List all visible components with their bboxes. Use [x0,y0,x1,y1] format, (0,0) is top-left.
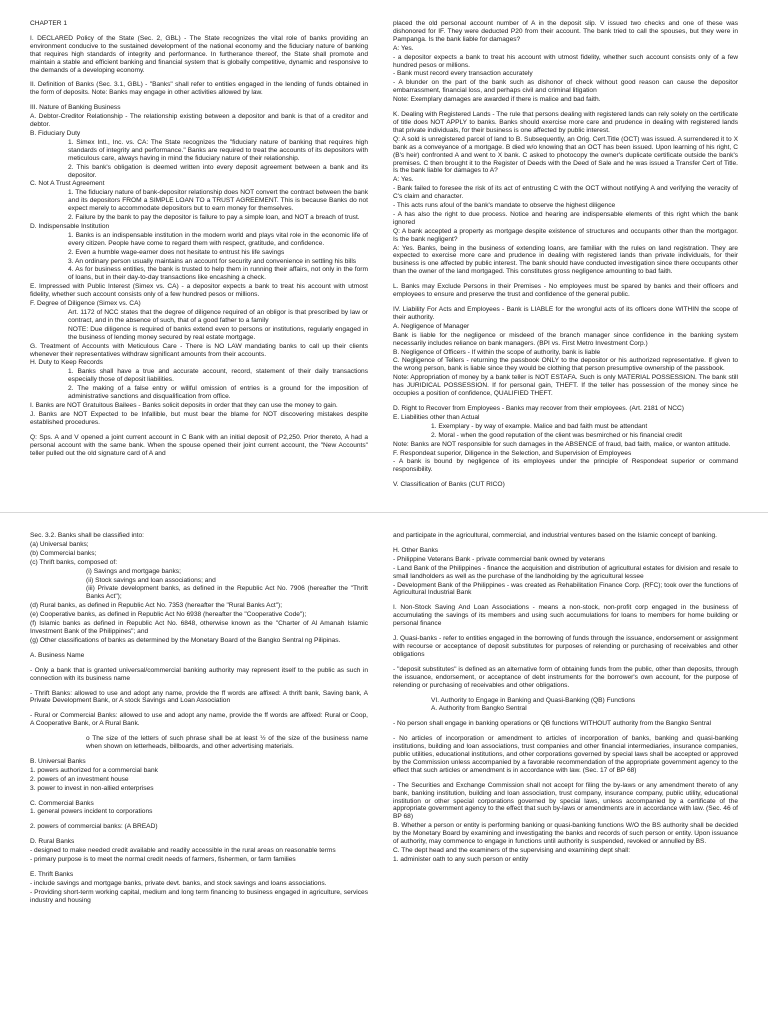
paragraph: D. Rural Banks [30,838,75,846]
paragraph: E. Impressed with Public Interest (Simex vs. CA) - a depositor expects a bank to treat his account with utmost fidelity, whether such account consists only of a few hundred pesos or millions. [30,283,368,299]
paragraph: C. The dept head and the examiners of the supervising and examining dept shall: [393,847,631,854]
paragraph: III. Nature of Banking Business [30,104,121,112]
page-2-right-column [393,532,738,1020]
paragraph: 4. As for business entities, the bank is trusted to help them in running their affairs, not only in the form of loans, but in their day-to-day transactions like encashing a check. [68,266,368,282]
page-divider [0,512,768,513]
paragraph: - Land Bank of the Philippines - finance the acquisition and distribution of agricultural estates for division and resale to small landholders as well as the purchase of the landholding by the agricultural lessee [393,564,738,580]
paragraph: - designed to make needed credit available and readily accessible in the rural areas on reasonable terms [30,847,336,855]
paragraph: 1. Exemplary - by way of example. Malice and bad faith must be attendant [431,422,648,430]
paragraph: Note: Exemplary damages are awarded if there is malice and bad faith. [393,96,601,104]
paragraph: Note: Appropriation of money by a bank teller is NOT ESTAFA. Such is only MATERIAL POSSESSION. The bank still has JURIDICAL POSSESSION. If for personal gain, THEFT. If the teller has possession of the money since he occupies a position of confidence, QUALIFIED THEFT. [393,374,738,398]
page-2-left-column [30,532,368,1020]
paragraph: I. DECLARED Policy of the State (Sec. 2, GBL) - The State recognizes the vital role of banks providing an environment conducive to the sustained development of the national economy and the fiduciary nature of banking that requires high standards of integrity and performance. In furtherance thereof, the State shall promote and maintain a stable and efficient banking and financial system that is globally competitive, dynamic and responsive to the demands of a developing economy. [30,34,368,74]
paragraph: placed the old personal account number of A in the deposit slip. V issued two checks and one of these was dishonored for IF. They were deducted P20 from their account. The bank tried to call the spouses, but they were in Pampanga. Is the bank liable for damages? [393,20,738,43]
paragraph: (i) Savings and mortgage banks; [86,567,181,575]
paragraph: - A bank is bound by negligence of its employees under the principle of Respondeat superior or command responsibility. [393,458,738,474]
paragraph: IV. Liability For Acts and Employees - Bank is LIABLE for the wrongful acts of its officers done WITHIN the scope of their authority. [393,306,738,321]
paragraph: NOTE: Due diligence is required of banks extend even to persons or institutions, regularly engaged in the business of lending money secured by real estate mortgage. [68,325,368,341]
paragraph: (d) Rural banks, as defined in Republic Act No. 7353 (hereafter the "Rural Banks Act"); [30,602,283,610]
paragraph: 2. powers of an investment house [30,775,129,783]
paragraph: J. Banks are NOT Expected to be Infallible, but must bear the blame for NOT discovering mistakes despite established procedures. [30,410,368,426]
paragraph: - include savings and mortgage banks, private devt. banks, and stock savings and loans associations. [30,879,327,887]
paragraph: 2. Moral - when the good reputation of the client was besmirched or his financial credit [431,431,683,439]
paragraph: H. Duty to Keep Records [30,359,103,367]
paragraph: - A has also the right to due process. Notice and hearing are indispensable elements of this right which the bank ignored [393,210,738,226]
paragraph: C. Commercial Banks [30,799,94,807]
paragraph: A: Yes. Banks, being in the business of extending loans, are familiar with the rules on land registration. They are expected to exercise more care and prudence in dealing with registered lands than private individuals, for their business is one affected by public interest. The bank should have conducted investigation since there occupants other than the owner of the land mortgaged. This constitutes gross negligence amounting to bad faith. [393,244,738,276]
paragraph: 2. This bank's obligation is deemed written into every deposit agreement between a bank and its depositor. [68,163,368,179]
paragraph: 3. power to invest in non-allied enterprises [30,784,154,792]
paragraph: Q: A bank accepted a property as mortgage despite existence of structures and occupants other than the mortgagor. Is the bank negligent? [393,227,738,243]
paragraph: 1. general powers incident to corporations [30,808,153,816]
paragraph: A. Authority from Bangko Sentral [431,705,527,713]
paragraph: J. Quasi-banks - refer to entities engaged in the borrowing of funds through the issuance, endorsement or assignment with recourse or acceptance of deposit substitutes for purposes of relending or purchasing of receivables and other obligations [393,635,738,658]
paragraph: F. Degree of Diligence (Simex vs. CA) [30,300,141,308]
paragraph: - Rural or Commercial Banks: allowed to use and adopt any name, provide the ff words are affixed: Rural or Coop, A Cooperative Bank, or A Rural Bank. [30,712,368,728]
paragraph: - Providing short-term working capital, medium and long term financing to business engaged in agriculture, services industry and housing [30,888,368,904]
paragraph: o The size of the letters of such phrase shall be at least ½ of the size of the business name when shown on letterheads, billboards, and other advertising materials. [86,735,368,751]
paragraph: 1. powers authorized for a commercial bank [30,766,158,774]
paragraph: L. Banks may Exclude Persons in their Premises - No employees must be spared by banks and their officers and employees to ensure and preserve the trust and confidence of the general public. [393,283,738,299]
paragraph: (e) Cooperative banks, as defined in Republic Act No 6938 (hereafter the "Cooperative Code"); [30,611,307,619]
paragraph: D. Indispensable Institution [30,222,110,230]
paragraph: K. Dealing with Registered Lands - The rule that persons dealing with registered lands can rely solely on the certificate of title does NOT APPLY to banks. Banks should exercise more care and prudence in dealing with registered lands that private individuals, for their business is one affected by public interest. [393,111,738,134]
paragraph: G. Treatment of Accounts with Meticulous Care - There is NO LAW mandating banks to call up their clients whenever their representatives withdraw significant amounts from their accounts. [30,342,368,358]
paragraph: - Only a bank that is granted universal/commercial banking authority may represent itself to the public as such in connection with its business name [30,666,368,682]
paragraph: - a depositor expects a bank to treat his account with utmost fidelity, whether such account consists only of a few hundred pesos or millions. [393,53,738,69]
paragraph: Q: Sps. A and V opened a joint current account in C Bank with an initial deposit of P2,250. Prior thereto, A had a personal account with the same bank. When the spouse opened their joint current account, the "New Accounts" teller pulled out the old signature card of A and [30,433,368,457]
paragraph: 1. Banks shall have a true and accurate account, record, statement of their daily transactions especially those of deposit liabilities. [68,368,368,384]
paragraph: - "deposit substitutes" is defined as an alternative form of obtaining funds from the public, other than deposits, through the issuance, endorsement, or acceptance of debt instruments for the borrower's own account, for the purpose of relending or purchasing of receivables and other obligations. [393,665,738,689]
paragraph: and participate in the agricultural, commercial, and industrial ventures based on the Islamic concept of banking. [393,532,718,539]
paragraph: F. Respondeat superior, Diligence in the Selection, and Supervision of Employees [393,449,632,457]
paragraph: C. Not A Trust Agreement [30,180,105,188]
page-1-left-column [30,20,368,508]
paragraph: A. Debtor-Creditor Relationship - The relationship existing between a depositor and bank is that of a creditor and debtor. [30,113,368,129]
paragraph: 1. The fiduciary nature of bank-depositor relationship does NOT convert the contract between the bank and its depositors FROM a SIMPLE LOAN TO a TRUST AGREEMENT. This is because Banks do not expect merely to accommodate depositors but to earn money for themselves. [68,189,368,213]
paragraph: I. Banks are NOT Gratuitous Bailees - Banks solicit deposits in order that they can use the money to gain. [30,401,338,409]
paragraph: - Thrift Banks: allowed to use and adopt any name, provide the ff words are affixed: A thrift bank, Saving bank, A Private Development Bank, or A stock Savings and Loan Association [30,689,368,705]
paragraph: A: Yes. [393,176,414,184]
paragraph: - The Securities and Exchange Commission shall not accept for filing the by-laws or any amendment thereto of any bank, banking institution, building and loan association, trust company, insurance company, public utility, educational institution or other special corporations governed by special laws, unless accompanied by a certificate of the appropriate government agency to the effect that such by-laws or amendments are in accordance with law. (Sec. 46 of BP 68) [393,781,738,821]
paragraph: (ii) Stock savings and loan associations; and [86,576,216,584]
paragraph: (f) Islamic banks as defined in Republic Act No. 6848, otherwise known as the "Charter of Al Amanah Islamic Investment Bank of the Philippines"; and [30,620,368,635]
paragraph: - This acts runs afoul of the bank's mandate to observe the highest diligence [393,202,616,210]
paragraph: - Philippine Veterans Bank - private commercial bank owned by veterans [393,555,605,563]
page-1-right-column [393,20,738,508]
paragraph: A: Yes. [393,44,414,52]
paragraph: A. Business Name [30,651,85,659]
paragraph: 2. Even a humble wage-earner does not hesitate to entrust his life savings [68,248,285,256]
paragraph: - Bank must record every transaction accurately [393,70,533,78]
paragraph: - No person shall engage in banking operations or QB functions WITHOUT authority from the Bangko Sentral [393,720,712,728]
paragraph: D. Right to Recover from Employees - Banks may recover from their employees. (Art. 2181 of NCC) [393,404,684,412]
paragraph: H. Other Banks [393,546,439,554]
paragraph: - Development Bank of the Philippines - was created as Rehabilitation Finance Corp. (RFC); took over the functions of Agricultural Industrial Bank [393,581,738,597]
paragraph: I. Non-Stock Saving And Loan Associations - means a non-stock, non-profit corp engaged in the business of accumulating the savings of its members and using such accumulations for loans to members for home building or personal finance [393,604,738,628]
paragraph: - primary purpose is to meet the normal credit needs of farmers, fishermen, or farm families [30,856,296,864]
paragraph: II. Definition of Banks (Sec. 3.1, GBL) - "Banks" shall refer to entities engaged in the lending of funds obtained in the form of deposits. Note: Banks may engage in other activities allowed by law. [30,81,368,97]
paragraph: 3. An ordinary person usually maintains an account for security and convenience in settling his bills [68,257,357,265]
paragraph: (iii) Private development banks, as defined in the Republic Act No. 7906 (hereafter the "Thrift Banks Act"); [86,585,368,601]
paragraph: Bank is liable for the negligence or misdeed of the branch manager since confidence in the banking system necessarily includes reliance on bank managers. (BPI vs. First Metro Investment Corp.) [393,331,738,347]
paragraph: B. Universal Banks [30,757,86,765]
paragraph: 2. The making of a false entry or willful omission of entries is a ground for the imposition of administrative sanctions and disqualification from office. [68,385,368,401]
paragraph: - A blunder on the part of the bank such as dishonor of check without good reason can cause the depositor embarrassment, financial loss, and perhaps civil and criminal litigation [393,79,738,95]
paragraph: (a) Universal banks; [30,540,89,548]
paragraph: V. Classification of Banks (CUT RICO) [393,481,505,489]
paragraph: 2. Failure by the bank to pay the depositor is failure to pay a simple loan, and NOT a breach of trust. [68,214,360,222]
paragraph: - No articles of incorporation or amendment to articles of incorporation of banks, banking and quasi-banking institutions, building and loan associations, trust companies and other financial intermediaries, insurance companies, public utilities, educational institutions, and other corporations governed by special laws shall be accepted or approved by the Commission unless accompanied by a favorable recommendation of the appropriate government agency to the effect that such articles or amendment is in accordance with law. (Sec. 17 of BP 68) [393,735,738,774]
paragraph: Art. 1172 of NCC states that the degree of diligence required of an obligor is that prescribed by law or contract, and in the absence of such, that of a good father to a family [68,309,368,324]
paragraph: B. Whether a person or entity is performing banking or quasi-banking functions W/O the BS authority shall be decided by the Monetary Board by examining and investigating the banks and records of such person or entity. Upon issuance of authority, may commence to engage in functions until authority is suspended, revoked or annulled by BS. [393,822,738,846]
paragraph: C. Negligence of Tellers - returning the passbook ONLY to the depositor or his authorized representative. If given to the wrong person, bank is liable since they would be clothing that person presumptive ownership of the passbook. [393,357,738,373]
paragraph: Q: A sold is unregistered parcel of land to B. Subsequently, an Orig. Cert.Title (OCT) was issued. A surrendered it to X bank as a conveyance of a mortgage. B died w/o knowing that an OCT has been issued. Upon learning of his right, C (B's heir) confronted A and went to X bank. C asked to photocopy the owner's duplicate certificate outside the bank's premises. C then brought it to the Register of Deeds with the Deed of Sale and he was issued a Transfer Cert of Title. Is the bank liable for damages to A? [393,135,738,175]
paragraph: 1. Simex Intl., Inc. vs. CA: The State recognizes the "fiduciary nature of banking that requires high standards of integrity and performance." Banks are required to treat the accounts of its depositors with meticulous care, always having in mind the fiduciary nature of their relationship. [68,138,368,162]
paragraph: E. Thrift Banks [30,871,74,878]
paragraph: Note: Banks are NOT responsible for such damages in the ABSENCE of fraud, bad faith, malice, or wanton attitude. [393,440,731,448]
paragraph: 2. powers of commercial banks: (A BREAD) [30,823,158,831]
paragraph: E. Liabilities other than Actual [393,413,480,421]
paragraph: (b) Commercial banks; [30,549,97,557]
paragraph: Sec. 3.2. Banks shall be classified into: [30,532,144,539]
paragraph: - Bank failed to foresee the risk of its act of entrusting C with the OCT without notifying A and verifying the veracity of C's claim and character. [393,185,738,201]
paragraph: B. Fiduciary Duty [30,129,81,137]
paragraph: CHAPTER 1 [30,20,68,27]
paragraph: 1. administer oath to any such person or entity [393,855,529,863]
paragraph: VI. Authority to Engage in Banking and Quasi-Banking (QB) Functions [431,696,636,704]
paragraph: (c) Thrift banks, composed of: [30,558,118,566]
paragraph: A. Negligence of Manager [393,322,470,330]
paragraph: 1. Banks is an indispensable institution in the modern world and plays vital role in the economic life of every citizen. People have come to regard them with respect, gratitude, and confidence. [68,231,368,247]
paragraph: (g) Other classifications of banks as determined by the Monetary Board of the Bangko Sentral ng Pilipinas. [30,636,341,644]
paragraph: B. Negligence of Officers - If within the scope of authority, bank is liable [393,348,601,356]
